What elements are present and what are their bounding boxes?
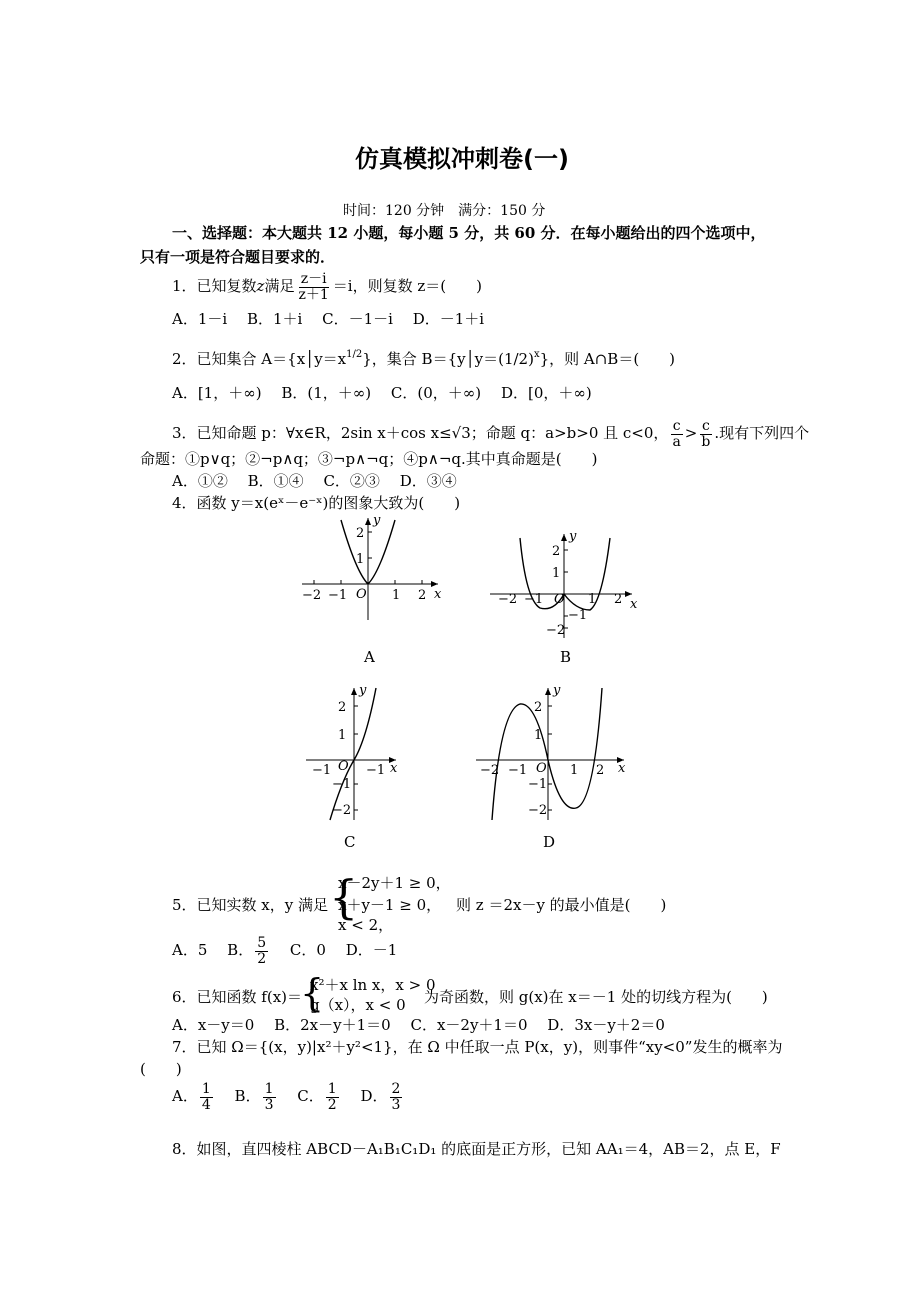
svg-text:1: 1 [392, 588, 401, 603]
svg-text:O: O [554, 592, 565, 607]
svg-text:x: x [630, 597, 638, 612]
svg-text:2: 2 [338, 700, 347, 715]
svg-text:y: y [359, 684, 367, 698]
svg-text:x: x [434, 587, 442, 602]
svg-text:2: 2 [356, 526, 365, 541]
graph-d [470, 684, 632, 824]
svg-text:2: 2 [534, 700, 543, 715]
exam-info: 时间：120 分钟 满分：150 分 [343, 203, 546, 219]
section-header-line1: 一、选择题：本大题共 12 小题，每小题 5 分，共 60 分．在每小题给出的四个选项中， [172, 224, 766, 242]
graph-c [302, 684, 410, 824]
svg-text:−2: −2 [332, 803, 352, 818]
q1-options: A．1－i B．1＋i C．－1－i D．－1＋i [172, 310, 485, 328]
q3-options: A．①② B．①④ C．②③ D．③④ [172, 472, 457, 490]
svg-text:−1: −1 [332, 777, 352, 792]
svg-text:−1: −1 [524, 592, 544, 607]
graph-b [484, 530, 644, 642]
question-6-suffix: 为奇函数，则 g(x)在 x＝－1 处的切线方程为( ) [424, 988, 768, 1006]
question-5-prefix: 5．已知实数 x，y 满足 [172, 896, 329, 914]
page-title: 仿真模拟冲刺卷(一) [355, 145, 569, 173]
svg-text:−1: −1 [528, 777, 548, 792]
q6-brace: { [300, 971, 325, 1015]
svg-text:O: O [536, 761, 547, 776]
svg-text:−1: −1 [328, 588, 348, 603]
q2-options: A．[1，＋∞) B．(1，＋∞) C．(0，＋∞) D．[0，＋∞) [172, 384, 592, 402]
svg-text:2: 2 [552, 544, 561, 559]
q5-condition-2: x＋y－1 ≥ 0， [338, 896, 442, 914]
q6-case-2: g（x），x < 0 [310, 996, 406, 1014]
q5-options: A．5 B． $\frac{5}{2}$ C．0 D．－1 [172, 935, 398, 967]
svg-text:y: y [569, 530, 577, 544]
svg-text:O: O [338, 759, 349, 774]
question-6-prefix: 6．已知函数 f(x)＝ [172, 988, 303, 1006]
question-3-line2: 命题：①p∨q；②¬p∧q；③¬p∧¬q；④p∧¬q.其中真命题是( ) [140, 450, 598, 468]
q5-condition-1: x－2y＋1 ≥ 0， [338, 874, 451, 892]
question-1: 1．已知复数z满足 $\frac{z-i}{z+1}$ ＝i，则复数 z＝( ) [172, 271, 482, 303]
q6-case-1: x²＋x ln x，x > 0 [310, 976, 436, 994]
question-3-line1: 3．已知命题 p：∀x∈R，2sin x＋cos x≤√3；命题 q：a>b>0 且 c<0， $\frac{c}{a}$ > $\frac{c}{b}$ .现有下列四个 [172, 418, 810, 450]
svg-text:1: 1 [356, 552, 365, 567]
svg-text:2: 2 [596, 763, 605, 778]
question-7-line2: ( ) [140, 1060, 182, 1078]
question-2: 2．已知集合 $A=\{x│y=x^{1/2}\}$，集合 $B=\{y│y=(1/2)^x\}$，则 A∩B＝( ) [172, 349, 676, 368]
graph-d-label: D [543, 833, 556, 851]
svg-text:2: 2 [614, 592, 623, 607]
svg-text:x: x [618, 761, 626, 776]
svg-text:1: 1 [534, 728, 543, 743]
question-8: 8．如图，直四棱柱 ABCD－A₁B₁C₁D₁ 的底面是正方形，已知 AA₁＝4，AB＝2，点 E，F [172, 1140, 781, 1158]
question-4: 4．函数 y＝x(eˣ－e⁻ˣ)的图象大致为( ) [172, 494, 461, 512]
svg-text:y: y [373, 513, 381, 528]
svg-text:−2: −2 [480, 763, 500, 778]
svg-text:y: y [553, 684, 561, 698]
svg-text:1: 1 [588, 592, 597, 607]
svg-text:1: 1 [338, 728, 347, 743]
graph-c-label: C [344, 833, 356, 851]
svg-text:−2: −2 [546, 623, 566, 638]
q7-options: A． $\frac{1}{4}$ B． $\frac{1}{3}$ C． $\frac{1}{2}$ D． $\frac{2}{3}$ [172, 1081, 401, 1113]
svg-text:−1: −1 [312, 763, 332, 778]
svg-text:−1: −1 [508, 763, 528, 778]
section-header-line2: 只有一项是符合题目要求的． [140, 248, 336, 266]
q1-fraction: $\frac{z-i}{z+1}$ [298, 271, 329, 303]
svg-text:−2: −2 [302, 588, 322, 603]
graph-a [296, 512, 446, 624]
q5-condition-3: x < 2， [338, 916, 394, 934]
svg-text:−1: −1 [366, 763, 386, 778]
svg-text:−2: −2 [498, 592, 518, 607]
graph-b-label: B [560, 648, 572, 666]
svg-text:1: 1 [552, 566, 561, 581]
svg-text:x: x [390, 761, 398, 776]
svg-text:−1: −1 [568, 608, 588, 623]
svg-text:−2: −2 [528, 803, 548, 818]
q6-options: A．x－y＝0 B．2x－y＋1＝0 C．x－2y＋1＝0 D．3x－y＋2＝0 [172, 1016, 665, 1034]
graph-a-label: A [364, 648, 375, 666]
question-7-line1: 7．已知 Ω＝{(x，y)|x²＋y²<1}，在 Ω 中任取一点 P(x，y)，则事件“xy<0”发生的概率为 [172, 1038, 783, 1056]
question-5-suffix: 则 z ＝2x－y 的最小值是( ) [456, 896, 667, 914]
q5-brace: { [329, 870, 359, 924]
svg-text:2: 2 [418, 588, 427, 603]
svg-text:1: 1 [570, 763, 579, 778]
svg-text:O: O [356, 587, 367, 602]
